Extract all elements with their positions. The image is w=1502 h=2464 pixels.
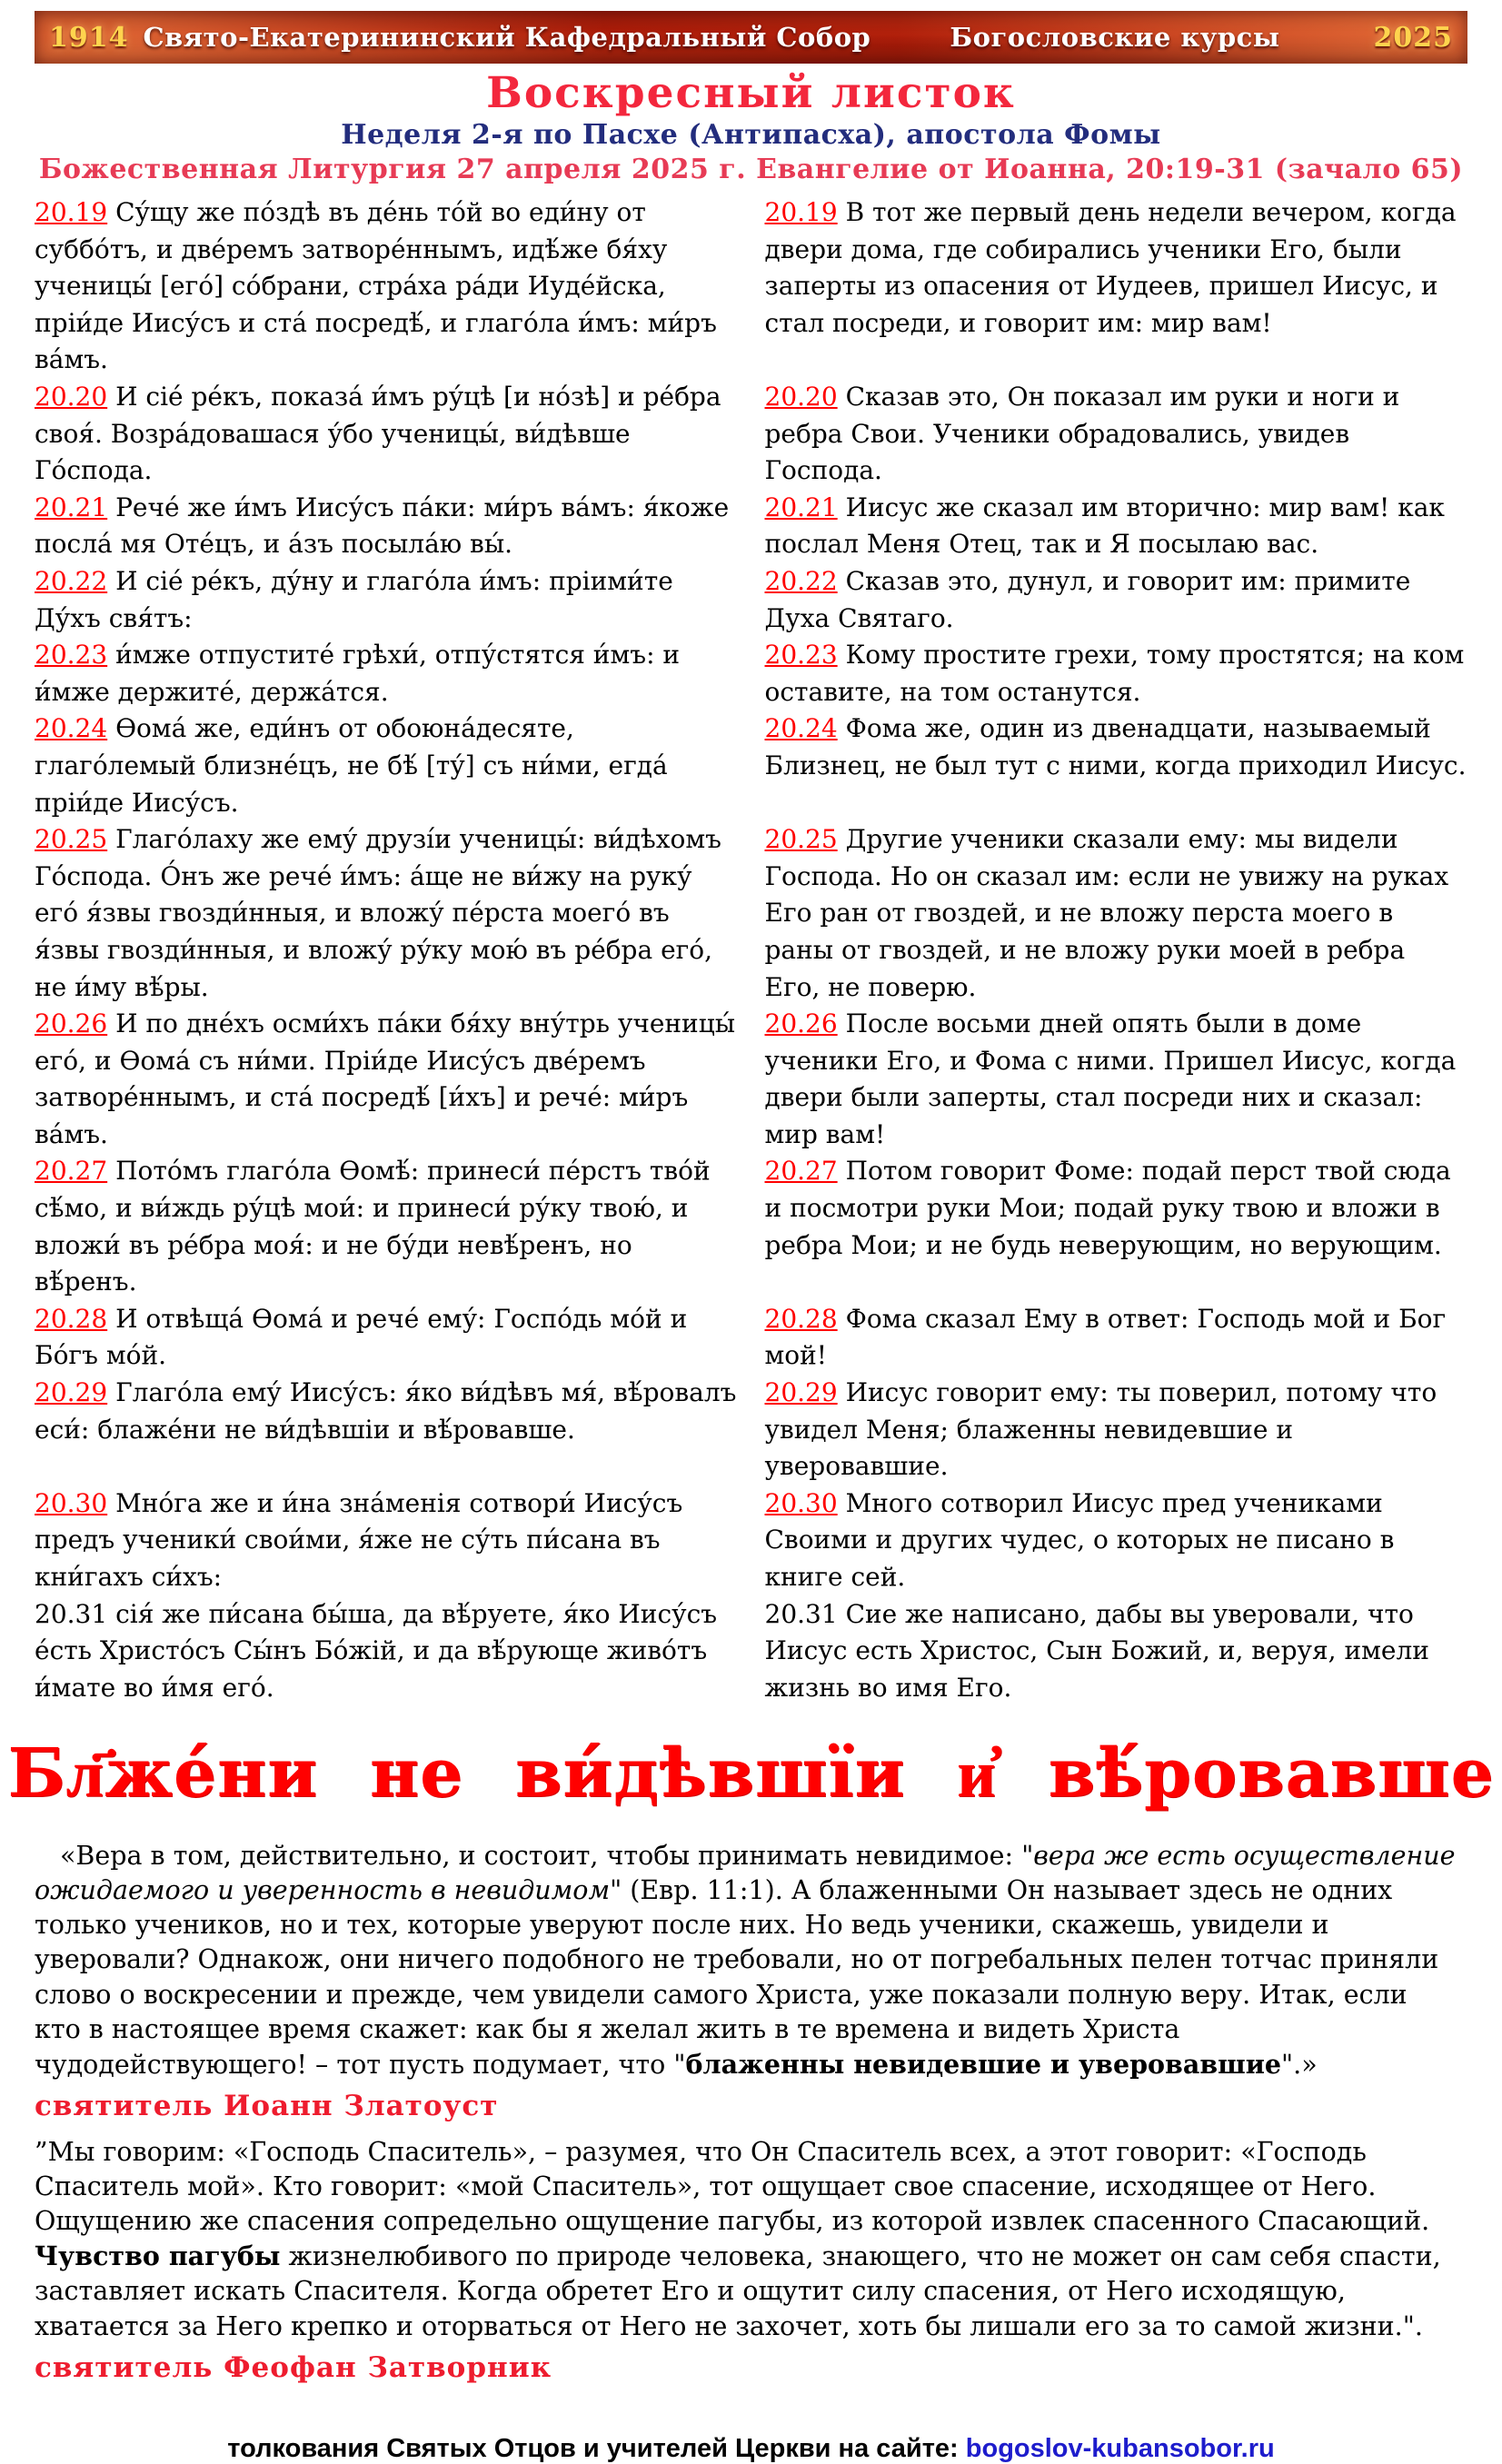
footer-site-link[interactable]: bogoslov-kubansobor.ru	[965, 2434, 1275, 2464]
verse-text-russian: 20.22 Сказав это, дунул, и говорит им: примите Духа Святаго.	[764, 565, 1411, 633]
commentary-run: "вера же есть осуществление ожидаемого и уверенность в невидимом"	[35, 1840, 1456, 1905]
verse-text-slavonic: 20.31 сія́ же пи́сана бы́ша, да вѣ́руете, я́ко Иису́съ е́сть Христо́съ Сы́нъ Бо́жій, и да вѣ́рующе живо́тъ и́мате во и́мя его́.	[35, 1598, 718, 1703]
verse-row	[35, 1485, 1467, 1596]
verse-text-russian: 20.23 Кому простите грехи, тому простятся; на ком оставите, на том останутся.	[764, 640, 1465, 707]
masthead	[0, 69, 1502, 185]
verse-text-slavonic: 20.27 Пото́мъ глаго́ла Ѳомѣ́: принеси́ пе́рстъ тво́й сѣ́мо, и ви́ждь ру́цѣ мои́: и принеси́ ру́ку твою́, и вложи́ въ ре́бра моя́: и не бу́ди невѣ́ренъ, но вѣ́ренъ.	[35, 1156, 711, 1297]
verse-text-russian: 20.26 После восьми дней опять были в доме ученики Его, и Фома с ними. Пришел Иисус, когда двери были заперты, стал посреди них и сказал: мир вам!	[764, 1008, 1457, 1149]
verse-row	[35, 1153, 1467, 1300]
header-year-left: 1914	[49, 21, 129, 54]
verse-text-russian: 20.19 В тот же первый день недели вечером, когда двери дома, где собирались ученики Его, были заперты из опасения от Иудеев, пришел Иисус, и стал посреди, и говорит им: мир вам!	[764, 197, 1457, 338]
footer-label: толкования Святых Отцов и учителей Церкви на сайте:	[227, 2434, 959, 2464]
commentary-run: блаженны невидевшие и уверовавшие	[685, 2048, 1282, 2080]
commentary-run: ".»	[1281, 2049, 1318, 2080]
verse-text-slavonic: 20.29 Глаго́ла ему́ Иису́съ: я́ко ви́дѣвъ мя́, вѣ́ровалъ еси́: блаже́ни не ви́дѣвшіи и вѣ́ровавше.	[35, 1377, 737, 1445]
footer-line	[0, 2434, 1502, 2464]
verse-row	[35, 710, 1467, 821]
verse-number: 20.25	[35, 824, 108, 855]
verse-row	[35, 1596, 1467, 1707]
commentary-run: ”Мы говорим: «Господь Спаситель», – разумея, что Он Спаситель всех, а этот говорит: «Господь Спаситель мой». Кто говорит: «мой Спаситель», тот ощущает свое спасение, исходящее от Него. Ощущению же спасения сопредельно ощущение пагубы, из которой извлек спасенного Спасающий.	[35, 2136, 1430, 2236]
gospel-verse-table	[35, 194, 1467, 1706]
verse-text-slavonic: 20.26 И по дне́хъ осми́хъ па́ки бя́ху вну́трь ученицы́ его́, и Ѳома́ съ ни́ми. Пріи́де Иису́съ две́ремъ затворе́ннымъ, и ста́ посредѣ́ [и́хъ] и рече́: ми́ръ ва́мъ.	[35, 1008, 736, 1149]
verse-number: 20.19	[35, 197, 108, 228]
verse-number: 20.30	[35, 1487, 108, 1518]
verse-number: 20.31	[35, 1598, 108, 1629]
verse-number: 20.30	[764, 1487, 838, 1518]
verse-number: 20.23	[764, 640, 838, 671]
verse-number: 20.19	[764, 197, 838, 228]
verse-text-russian: 20.28 Фома сказал Ему в ответ: Господь мой и Бог мой!	[764, 1303, 1447, 1371]
author-signature: святитель Феофан Затворник	[35, 2350, 552, 2384]
verse-text-slavonic: 20.30 Мно́га же и и́на зна́менія сотвори́ Иису́съ предъ ученики́ свои́ми, я́же не су́ть пи́сана въ кни́гахъ си́хъ:	[35, 1487, 683, 1593]
verse-text-russian: 20.30 Много сотворил Иисус пред учениками Своими и других чудес, о которых не писано в книге сей.	[764, 1487, 1395, 1593]
commentary-paragraph	[35, 2135, 1457, 2344]
verse-row	[35, 821, 1467, 1006]
verse-number: 20.27	[764, 1156, 838, 1187]
verse-row	[35, 194, 1467, 379]
commentary-run: жизнелюбивого по природе человека, знающего, что не может он сам себя спасти, заставляет искать Спасителя. Когда обретет Его и ощутит силу спасения, от Него исходящую, хватается за Него крепко и оторваться от Него не захочет, хоть бы лишали его за то самой жизни.".	[35, 2241, 1441, 2341]
verse-text-russian: 20.31 Сие же написано, дабы вы уверовали, что Иисус есть Христос, Сын Божий, и, веруя, имели жизнь во имя Его.	[764, 1598, 1429, 1703]
verse-number: 20.26	[35, 1008, 108, 1039]
verse-number: 20.25	[764, 824, 838, 855]
verse-number: 20.21	[35, 492, 108, 522]
week-subtitle: Неделя 2-я по Пасхе (Антипасха), апостола Фомы	[341, 119, 1161, 152]
verse-row	[35, 563, 1467, 637]
verse-row	[35, 490, 1467, 563]
verse-text-slavonic: 20.25 Глаго́лаху же ему́ друзі́и ученицы́: ви́дѣхомъ Го́спода. О́нъ же рече́ и́мъ: а́ще не ви́жу на руку́ его́ я́звы гвозди́нныя, и вложу́ пе́рста моего́ въ я́звы гвозди́нныя, и вложу́ ру́ку мою́ въ ре́бра его́, не и́му вѣ́ры.	[35, 824, 721, 1002]
commentary-run: (Евр. 11:1). А блаженными Он называет здесь не одних только учеников, но и тех, которые уверуют после них. Но ведь ученики, скажешь, увидели и уверовали? Однакож, они ничего подобного не требовали, но от погребальных пелен тотчас приняли слово о воскресении и прежде, чем увидели самого Христа, уже показали полную веру. Итак, если кто в настоящее время скажет: как бы я желал жить в те времена и видеть Христа чудодействующего! – тот пусть подумает, что "	[35, 1874, 1439, 2080]
verse-number: 20.22	[764, 565, 838, 596]
header-cathedral-title: Свято-Екатерининский Кафедральный Собор	[143, 22, 871, 53]
verse-number: 20.29	[35, 1377, 108, 1408]
verse-number: 20.27	[35, 1156, 108, 1187]
verse-number: 20.26	[764, 1008, 838, 1039]
verse-row	[35, 1301, 1467, 1375]
verse-text-slavonic: 20.21 Рече́ же и́мъ Иису́съ па́ки: ми́ръ ва́мъ: я́коже посла́ мя Оте́цъ, и а́зъ посыла́ю вы́.	[35, 492, 730, 560]
page-title: Воскресный листок	[486, 68, 1016, 118]
verse-text-russian: 20.27 Потом говорит Фоме: подай перст твой сюда и посмотри руки Мои; подай руку твою и вложи в ребра Мои; и не будь неверующим, но верующим.	[764, 1156, 1451, 1260]
commentary-run: «Вера в том, действительно, и состоит, чтобы принимать невидимое:	[60, 1840, 1022, 1871]
verse-text-russian: 20.21 Иисус же сказал им вторично: мир вам! как послал Меня Отец, так и Я посылаю вас.	[764, 492, 1445, 560]
verse-text-slavonic: 20.23 и́мже отпустите́ грѣхи́, отпу́стятся и́мъ: и и́мже держите́, держа́тся.	[35, 640, 681, 707]
verse-number: 20.23	[35, 640, 108, 671]
commentary-section	[35, 1839, 1457, 2388]
leaflet-page	[0, 11, 1502, 2464]
verse-number: 20.28	[35, 1303, 108, 1334]
header-courses-title: Богословские курсы	[950, 22, 1280, 53]
author-signature: святитель Иоанн Златоуст	[35, 2090, 499, 2123]
verse-number: 20.20	[764, 382, 838, 412]
commentary-run: Чувство пагубы	[35, 2240, 281, 2272]
verse-text-russian: 20.25 Другие ученики сказали ему: мы видели Господа. Но он сказал им: если не увижу на руках Его ран от гвоздей, и не вложу перста моего в раны от гвоздей, и не вложу руки моей в ребра Его, не поверю.	[764, 824, 1449, 1002]
verse-text-slavonic: 20.28 И отвѣща́ Ѳома́ и рече́ ему́: Госпо́дь мо́й и Бо́гъ мо́й.	[35, 1303, 688, 1371]
verse-number: 20.21	[764, 492, 838, 522]
verse-text-russian: 20.24 Фома же, один из двенадцати, называемый Близнец, не был тут с ними, когда приходил Иисус.	[764, 713, 1467, 780]
verse-text-slavonic: 20.19 Су́щу же по́здѣ въ де́нь то́й во еди́ну от суббо́тъ, и две́ремъ затворе́ннымъ, идѣ́же бя́ху ученицы́ [его́] со́брани, стра́ха ра́ди Иуде́йска, пріи́де Иису́съ и ста́ посредѣ́, и глаго́ла и́мъ: ми́ръ ва́мъ.	[35, 197, 717, 375]
liturgy-reading-line: Божественная Литургия 27 апреля 2025 г. Евангелие от Иоанна, 20:19-31 (зачало 65)	[38, 153, 1464, 185]
verse-number: 20.28	[764, 1303, 838, 1334]
slavonic-banner-text: Бл҃же́ни не ви́дѣвшїи и҆ вѣ́ровавше	[7, 1734, 1495, 1813]
verse-row	[35, 379, 1467, 490]
verse-row	[35, 1375, 1467, 1485]
commentary-paragraph	[35, 1839, 1457, 2082]
verse-number: 20.24	[764, 713, 838, 744]
verse-row	[35, 637, 1467, 710]
header-year-right: 2025	[1373, 21, 1453, 54]
verse-text-russian: 20.29 Иисус говорит ему: ты поверил, потому что увидел Меня; блаженны невидевшие и уверовавшие.	[764, 1377, 1437, 1482]
verse-number: 20.20	[35, 382, 108, 412]
verse-number: 20.22	[35, 565, 108, 596]
verse-text-russian: 20.20 Сказав это, Он показал им руки и ноги и ребра Свои. Ученики обрадовались, увидев Господа.	[764, 382, 1400, 486]
header-banner	[35, 11, 1467, 64]
verse-number: 20.29	[764, 1377, 838, 1408]
verse-text-slavonic: 20.20 И сіе́ ре́къ, показа́ и́мъ ру́цѣ [и но́зѣ] и ре́бра своя́. Возра́довашася у́бо ученицы́, ви́дѣвше Го́спода.	[35, 382, 721, 486]
verse-text-slavonic: 20.24 Ѳома́ же, еди́нъ от обоюна́десяте, глаго́лемый близне́цъ, не бѣ́ [ту́] съ ни́ми, егда́ пріи́де Иису́съ.	[35, 713, 668, 818]
verse-number: 20.31	[764, 1598, 838, 1629]
verse-text-slavonic: 20.22 И сіе́ ре́къ, ду́ну и глаго́ла и́мъ: пріими́те Ду́хъ свя́тъ:	[35, 565, 673, 633]
verse-row	[35, 1006, 1467, 1153]
verse-number: 20.24	[35, 713, 108, 744]
